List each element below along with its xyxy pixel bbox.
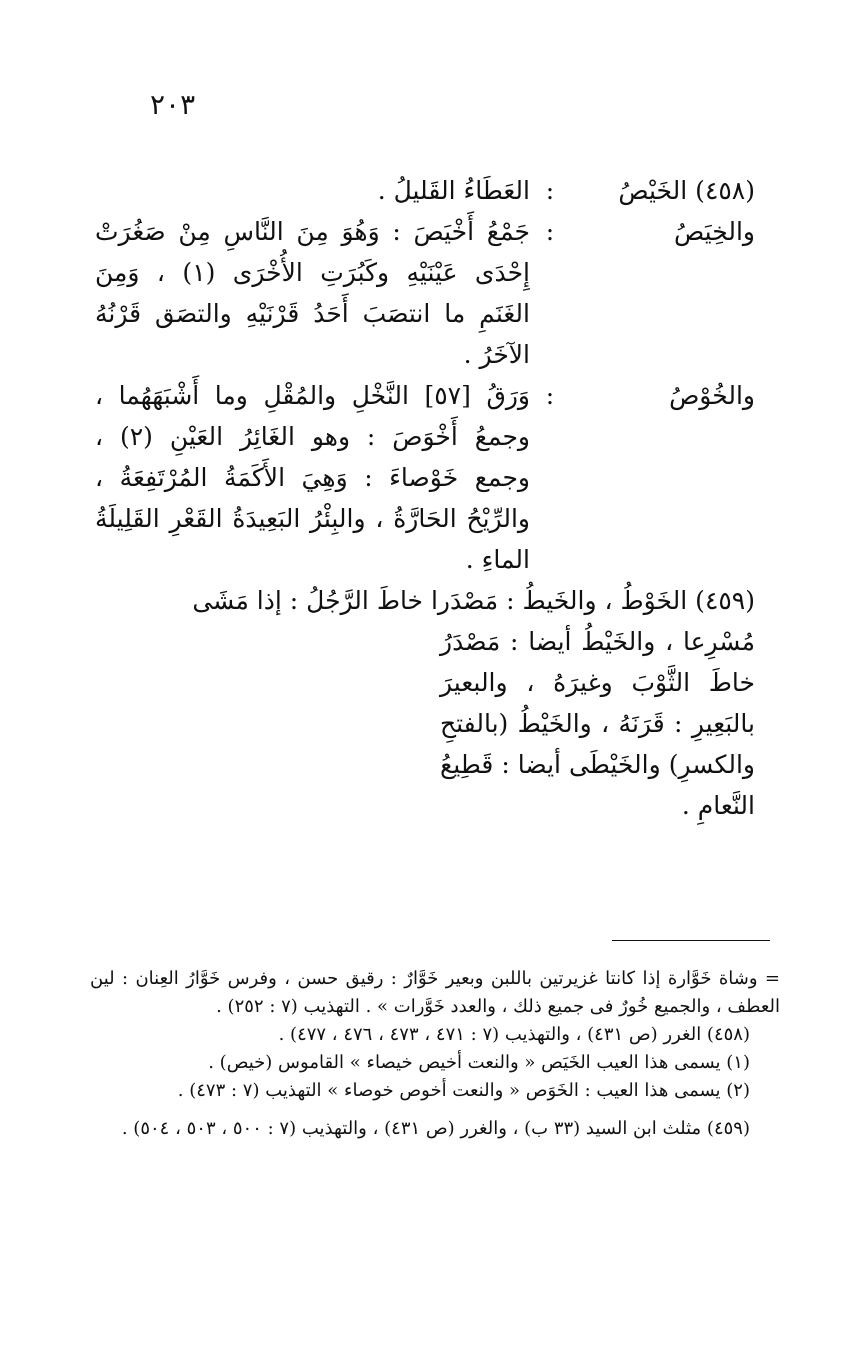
definition: العَطَاءُ القَليلُ . bbox=[377, 176, 530, 205]
entry-459-first-line: (٤٥٩) الخَوْطُ ، والخَيطُ : مَصْدَرا خاطَ الرَّجُلُ : إذا مَشَى bbox=[192, 586, 755, 615]
separator-colon: : bbox=[545, 217, 555, 246]
headword: والخِيَصُ bbox=[674, 217, 755, 246]
entry-khaws bbox=[95, 375, 755, 580]
entry-458-khays bbox=[95, 170, 755, 211]
dictionary-body bbox=[95, 170, 755, 826]
footnote-1: (١) يسمى هذا العيب الخَيَص « والنعت أخيص خيصاء » القاموس (خيص) . bbox=[208, 1052, 750, 1073]
footnote-459: (٤٥٩) مثلث ابن السيد (٣٣ ب) ، والغرر (ص ٤٣١) ، والتهذيب (٧ : ٥٠٠ ، ٥٠٣ ، ٥٠٤) . bbox=[121, 1118, 750, 1139]
footnotes bbox=[90, 965, 780, 1143]
page-number: ٢٠٣ bbox=[150, 88, 196, 121]
definition: جَمْعُ أَخْيَصَ : وَهُوَ مِنَ النَّاسِ مِنْ صَغُرَتْ إِحْدَى عَيْنَيْهِ وكَبُرَتِ الأُخْرَى (١) ، وَمِنَ الغَنَمِ ما انتصَبَ أَحَدُ قَرْنَيْهِ والتصَق قَرْنُهُ الآخَرُ . bbox=[95, 217, 531, 369]
entry-khiyas bbox=[95, 211, 755, 375]
footnote-458: (٤٥٨) الغرر (ص ٤٣١) ، والتهذيب (٧ : ٤٧١ ، ٤٧٣ ، ٤٧٦ ، ٤٧٧) . bbox=[278, 1024, 750, 1045]
separator-colon: : bbox=[545, 176, 555, 205]
headword: (٤٥٨) الخَيْصُ bbox=[618, 176, 755, 205]
footnote-continued: = وشاة خَوَّارة إذا كانتا غزيرتين باللبن وبعير خَوَّارٌ : رقيق حسن ، وفرس خَوَّارُ العِنان : لين العطف ، والجميع خُورٌ فى جميع ذلك ، والعدد خَوَّرات » . التهذيب (٧ : ٢٥٢) . bbox=[90, 968, 780, 1017]
entry-459-continuation: مُسْرِعا ، والخَيْطُ أيضا : مَصْدَرُ خاطَ الثَّوْبَ وغيرَهُ ، والبعيرَ بالبَعِيرِ : قَرَنَهُ ، والخَيْطُ (بالفتحِ والكسرِ) والخَيْطَى أيضا : قَطِيعُ النَّعامِ . bbox=[440, 627, 755, 820]
headword: والخُوْصُ bbox=[669, 381, 755, 410]
separator-colon: : bbox=[545, 381, 555, 410]
footnote-separator bbox=[612, 940, 770, 941]
definition: وَرَقُ [٥٧] النَّخْلِ والمُقْلِ وما أَشْبَهَهُما ، وجمعُ أَخْوَصَ : وهو الغَائِرُ العَيْنِ (٢) ، وجمع خَوْصاءَ : وَهِيَ الأَكَمَةُ المُرْتَفِعَةُ ، والرِّيْحُ الحَارَّةُ ، والبِئْرُ البَعِيدَةُ القَعْرِ القَلِيلَةُ الماءِ . bbox=[95, 381, 530, 574]
footnote-2: (٢) يسمى هذا العيب : الخَوَص « والنعت أخوص خوصاء » التهذيب (٧ : ٤٧٣) . bbox=[177, 1080, 750, 1101]
